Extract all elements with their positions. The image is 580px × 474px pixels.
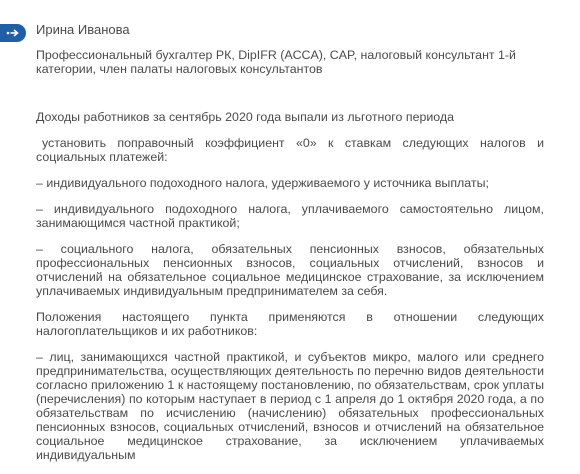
author-badge[interactable] <box>0 24 26 42</box>
author-title: Профессиональный бухгалтер РК, DipIFR (ACCA), CAP, налоговый консультант 1-й категории, член палаты налоговых консультантов <box>36 48 516 76</box>
article-paragraph: – лиц, занимающихся частной практикой, и субъектов микро, малого или среднего предпринимательства, осуществляющих деятельность по перечню видов деятельности согласно приложению 1 к настоящему постановлению, по обязательствам, срок уплаты (перечисления) по которым наступает в период с 1 апреля до 1 октября 2020 года, а по обязательствам по исчислению (начислению) обязательных профессиональных пенсионных взносов, социальных отчислений, взносов и отчислений на обязательное социальное медицинское страхование, за исключением уплачиваемых индивидуальным <box>36 350 544 462</box>
article-paragraph: – социального налога, обязательных пенсионных взносов, обязательных профессиональных пенсионных взносов, социальных отчислений, взносов и отчислений на обязательное социальное медицинское страхование, за исключением уплачиваемых индивидуальным предпринимателем за себя. <box>36 242 544 298</box>
article-paragraph: – индивидуального подоходного налога, удерживаемого у источника выплаты; <box>36 176 489 190</box>
article-paragraph: установить поправочный коэффициент «0» к ставкам следующих налогов и социальных платежей: <box>36 136 544 164</box>
article-paragraph: Положения настоящего пункта применяются в отношении следующих налогоплательщиков и их работников: <box>36 310 544 338</box>
article-paragraph: – индивидуального подоходного налога, уплачиваемого самостоятельно лицом, занимающимся частной практикой; <box>36 202 544 230</box>
arrow-right-icon <box>6 28 20 38</box>
article-content <box>36 48 544 474</box>
author-name: Ирина Иванова <box>36 22 130 37</box>
article-heading: Доходы работников за сентябрь 2020 года выпали из льготного периода <box>36 110 455 124</box>
